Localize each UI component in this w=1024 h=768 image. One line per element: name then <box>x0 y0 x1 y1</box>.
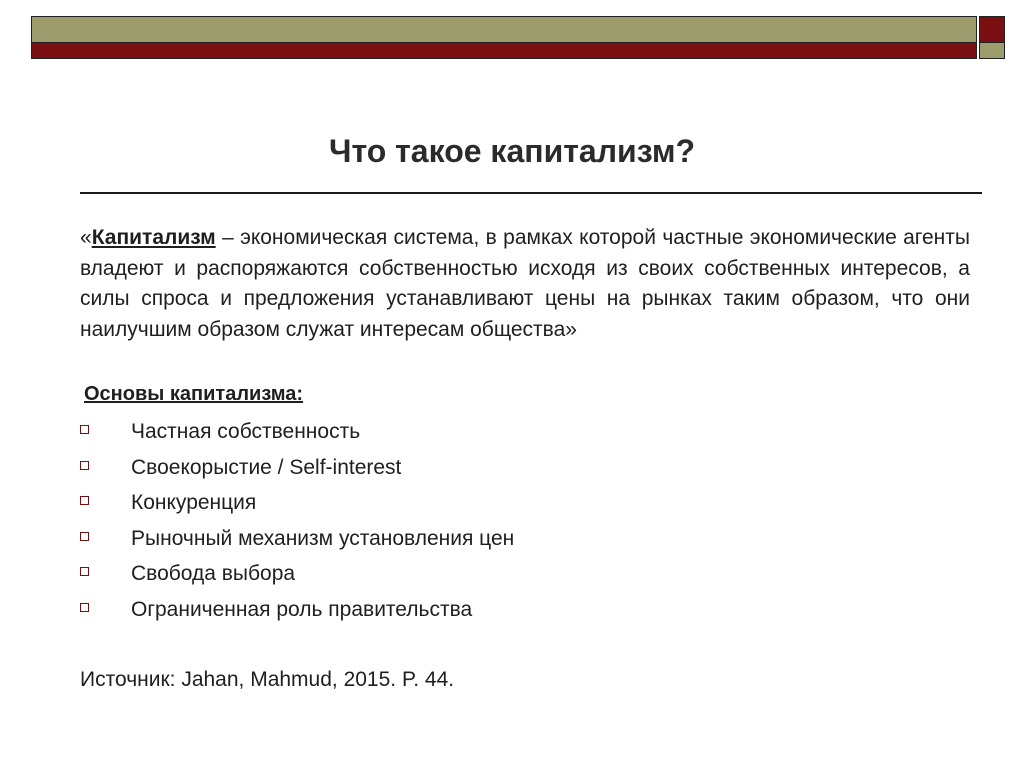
list-item <box>80 488 960 524</box>
square-bullet-icon <box>80 532 89 541</box>
definition-paragraph <box>80 223 970 345</box>
list-item <box>80 453 960 489</box>
square-bullet-icon <box>80 496 89 505</box>
header-square-olive <box>979 43 1005 59</box>
foundations-list <box>80 417 960 630</box>
list-item <box>80 595 960 631</box>
source-citation: Источник: Jahan, Mahmud, 2015. P. 44. <box>80 668 455 691</box>
foundations-heading: Основы капитализма: <box>84 383 304 405</box>
list-item <box>80 417 960 453</box>
square-bullet-icon <box>80 567 89 576</box>
list-item-label: Частная собственность <box>131 420 361 443</box>
list-item <box>80 524 960 560</box>
square-bullet-icon <box>80 603 89 612</box>
list-item-label: Рыночный механизм установления цен <box>131 526 515 550</box>
square-bullet-icon <box>80 425 89 434</box>
list-item-label: Своекорыстие / Self-interest <box>131 455 402 479</box>
open-quote: « <box>80 226 92 249</box>
title-divider <box>80 192 982 194</box>
header-bar-maroon <box>31 43 977 59</box>
slide-title: Что такое капитализм? <box>328 133 696 169</box>
definition-term: Капитализм <box>91 226 216 249</box>
definition-body: – экономическая система, в рамках которой частные экономические агенты владеют и распоряжаются собственностью исходя из своих собственных интересов, а силы спроса и предложения устанавливают цены на рынках таким образом, что они наилучшим образом служат интересам общества» <box>80 226 970 341</box>
list-item <box>80 559 960 595</box>
header-bar-olive <box>31 16 977 43</box>
list-item-label: Конкуренция <box>131 491 257 514</box>
list-item-label: Ограниченная роль правительства <box>131 597 473 621</box>
header-square-maroon <box>979 16 1005 43</box>
square-bullet-icon <box>80 461 89 470</box>
list-item-label: Свобода выбора <box>131 562 296 585</box>
